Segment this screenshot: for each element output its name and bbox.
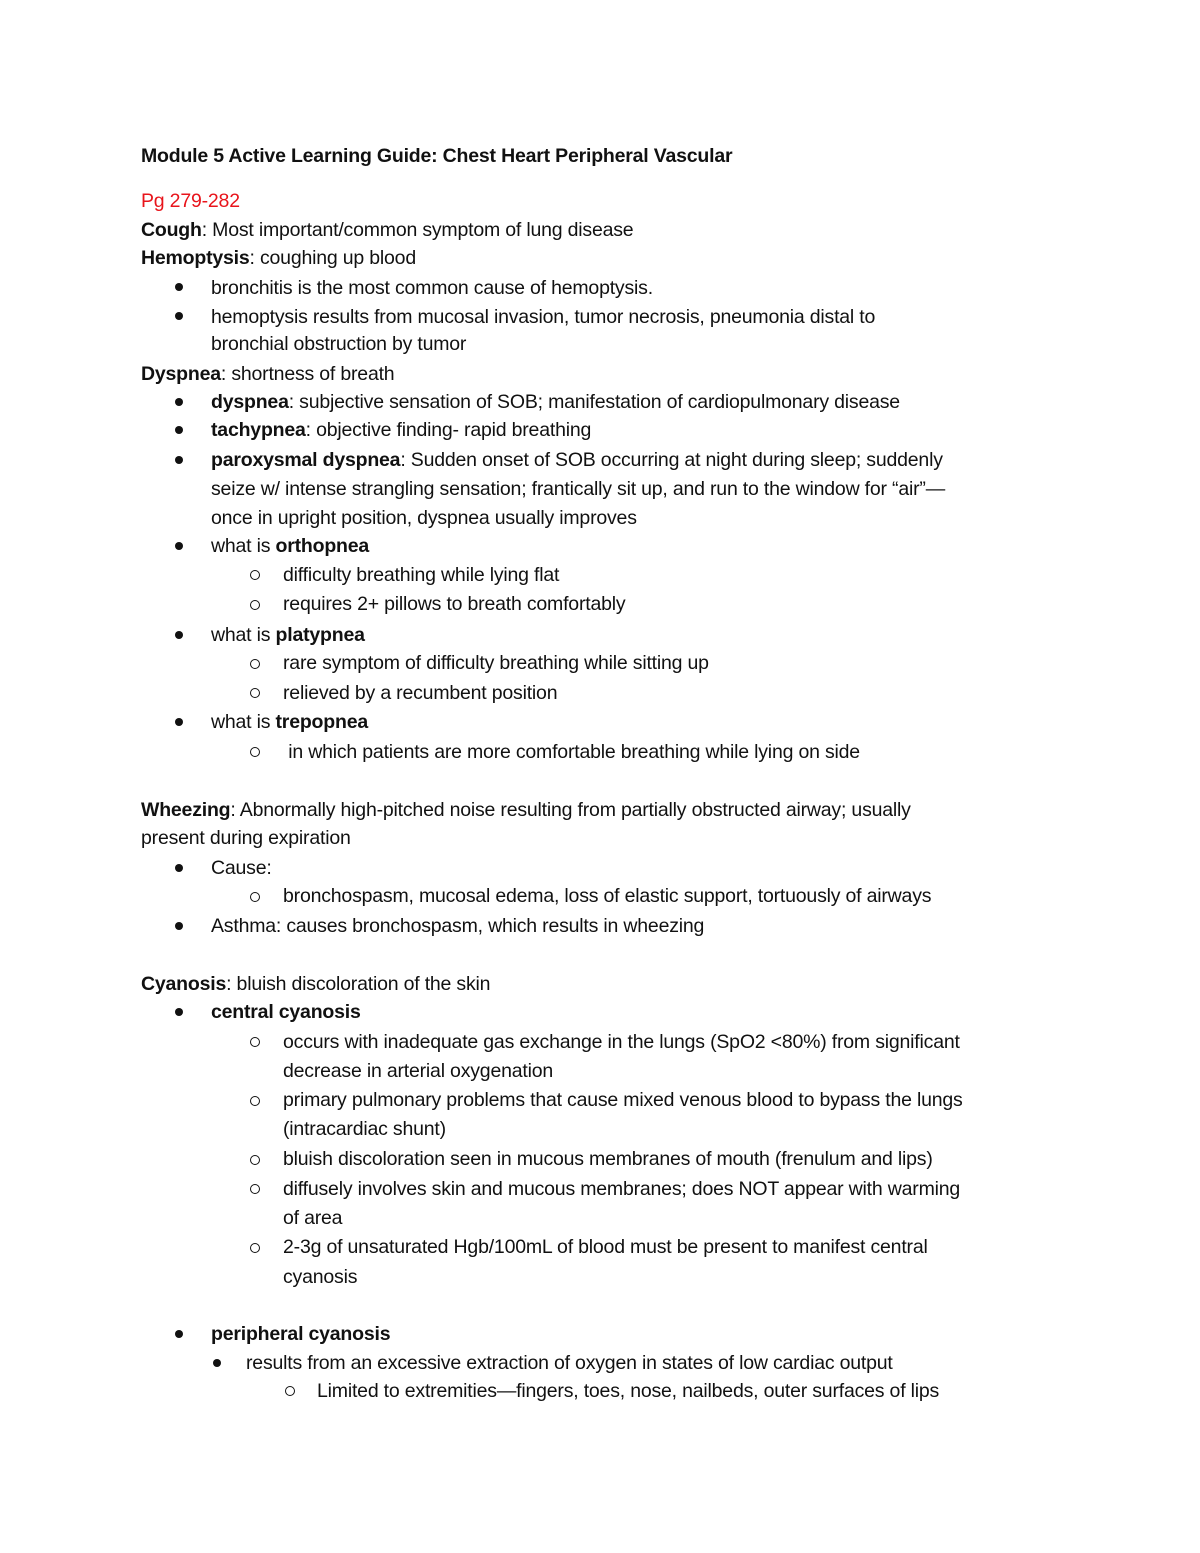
sub-list-item: difficulty breathing while lying flat (283, 564, 560, 586)
list-item (211, 416, 591, 444)
sub-list-item: bluish discoloration seen in mucous membranes of mouth (frenulum and lips) (283, 1148, 933, 1170)
bullet-icon (175, 922, 183, 930)
circle-bullet-icon (250, 688, 260, 698)
bullet-icon (175, 456, 183, 464)
peripheral-cyanosis-heading: peripheral cyanosis (211, 1323, 391, 1345)
page-reference: Pg 279-282 (141, 190, 240, 212)
document-title: Module 5 Active Learning Guide: Chest Heart Peripheral Vascular (141, 145, 733, 167)
cyanosis-term: Cyanosis (141, 973, 227, 995)
sub-list-item: in which patients are more comfortable breathing while lying on side (283, 741, 860, 763)
bullet-icon (175, 718, 183, 726)
circle-bullet-icon (250, 570, 260, 580)
circle-bullet-icon (250, 659, 260, 669)
cough-definition: : Most important/common symptom of lung disease (201, 219, 634, 241)
bullet-icon (175, 542, 183, 550)
platypnea-term: platypnea (275, 624, 365, 646)
sub-list-item: bronchospasm, mucosal edema, loss of elastic support, tortuously of airways (283, 885, 932, 907)
sub-list-item: primary pulmonary problems that cause mixed venous blood to bypass the lungs (283, 1089, 963, 1111)
list-item-continuation: seize w/ intense strangling sensation; frantically sit up, and run to the window for “air”— (211, 478, 945, 500)
bullet-icon (175, 1330, 183, 1338)
circle-bullet-icon (250, 600, 260, 610)
list-item (211, 388, 900, 416)
trepopnea-term: trepopnea (275, 711, 368, 733)
circle-bullet-icon (250, 1184, 260, 1194)
circle-bullet-icon (250, 1096, 260, 1106)
list-item (211, 532, 369, 560)
list-item-continuation: bronchial obstruction by tumor (211, 333, 467, 355)
dyspnea-definition: : shortness of breath (220, 363, 395, 385)
list-item: results from an excessive extraction of oxygen in states of low cardiac output (246, 1352, 893, 1374)
wheezing-continuation: present during expiration (141, 827, 351, 849)
dyspnea-subterm: dyspnea (211, 391, 289, 413)
sub-list-item: relieved by a recumbent position (283, 682, 558, 704)
cough-entry (141, 216, 633, 244)
bullet-icon (175, 312, 183, 320)
sub-list-item: diffusely involves skin and mucous membranes; does NOT appear with warming (283, 1178, 961, 1200)
central-cyanosis-heading: central cyanosis (211, 1001, 361, 1023)
cough-term: Cough (141, 219, 202, 241)
list-item (211, 621, 365, 649)
sub-list-item: occurs with inadequate gas exchange in the lungs (SpO2 <80%) from significant (283, 1031, 960, 1053)
dyspnea-term: Dyspnea (141, 363, 221, 385)
circle-bullet-icon (250, 1155, 260, 1165)
tachypnea-term: tachypnea (211, 419, 306, 441)
wheezing-term: Wheezing (141, 799, 231, 821)
circle-bullet-icon (250, 892, 260, 902)
list-item (211, 708, 368, 736)
list-item: hemoptysis results from mucosal invasion, tumor necrosis, pneumonia distal to (211, 306, 876, 328)
list-item (211, 446, 943, 474)
bullet-icon (175, 1008, 183, 1016)
wheezing-definition: : Abnormally high-pitched noise resulting from partially obstructed airway; usually (230, 799, 911, 821)
paroxysmal-def: : Sudden onset of SOB occurring at night during sleep; suddenly (400, 449, 943, 471)
circle-bullet-icon (285, 1386, 295, 1396)
hemoptysis-term: Hemoptysis (141, 247, 250, 269)
bullet-icon (175, 864, 183, 872)
circle-bullet-icon (250, 1037, 260, 1047)
list-item: bronchitis is the most common cause of hemoptysis. (211, 277, 653, 299)
list-item: Cause: (211, 857, 272, 879)
cyanosis-definition: : bluish discoloration of the skin (226, 973, 491, 995)
paroxysmal-term: paroxysmal dyspnea (211, 449, 401, 471)
sub-list-item: Limited to extremities—fingers, toes, nose, nailbeds, outer surfaces of lips (317, 1380, 940, 1402)
bullet-icon (175, 631, 183, 639)
sub-list-item-continuation: of area (283, 1207, 343, 1229)
orthopnea-term: orthopnea (275, 535, 370, 557)
bullet-icon (175, 283, 183, 291)
sub-list-item: 2-3g of unsaturated Hgb/100mL of blood must be present to manifest central (283, 1236, 928, 1258)
bullet-icon (213, 1359, 221, 1367)
what-is-label: what is (211, 535, 276, 557)
dyspnea-subterm-def: : subjective sensation of SOB; manifestation of cardiopulmonary disease (288, 391, 900, 413)
what-is-label: what is (211, 624, 276, 646)
tachypnea-def: : objective finding- rapid breathing (305, 419, 592, 441)
wheezing-entry (141, 796, 911, 824)
hemoptysis-definition: : coughing up blood (249, 247, 416, 269)
circle-bullet-icon (250, 747, 260, 757)
cyanosis-entry (141, 970, 490, 998)
sub-list-item-continuation: decrease in arterial oxygenation (283, 1060, 554, 1082)
circle-bullet-icon (250, 1243, 260, 1253)
bullet-icon (175, 426, 183, 434)
sub-list-item: rare symptom of difficulty breathing while sitting up (283, 652, 709, 674)
what-is-label: what is (211, 711, 276, 733)
sub-list-item: requires 2+ pillows to breath comfortably (283, 593, 626, 615)
list-item: Asthma: causes bronchospasm, which results in wheezing (211, 915, 705, 937)
hemoptysis-entry (141, 244, 416, 272)
sub-list-item-continuation: (intracardiac shunt) (283, 1118, 446, 1140)
list-item-continuation: once in upright position, dyspnea usually improves (211, 507, 637, 529)
sub-list-item-continuation: cyanosis (283, 1266, 358, 1288)
dyspnea-entry (141, 360, 394, 388)
bullet-icon (175, 398, 183, 406)
